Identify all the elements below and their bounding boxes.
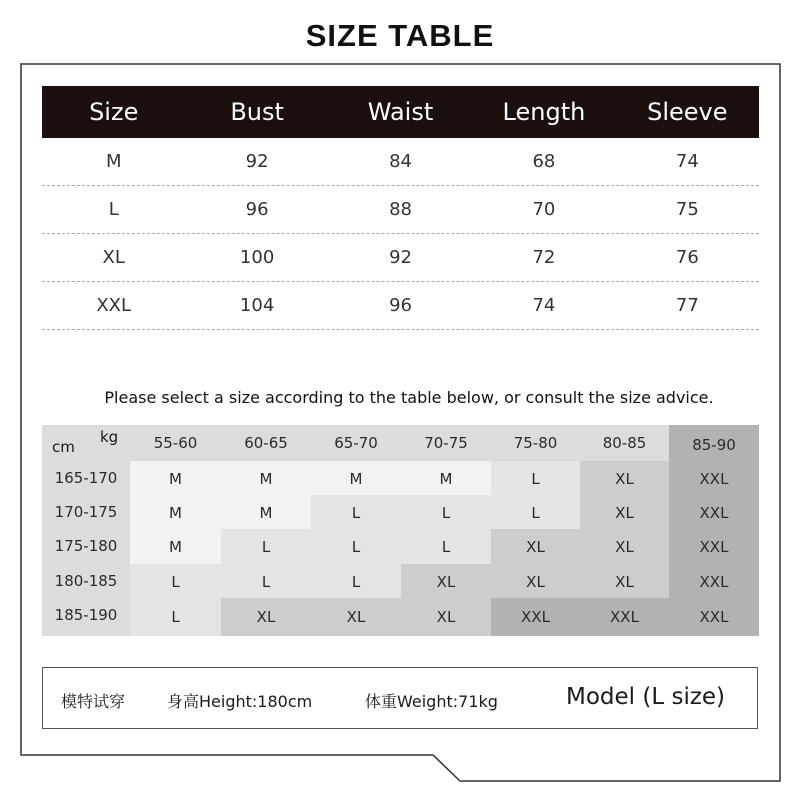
size-table-cell: L: [108, 199, 119, 220]
size-table-cell: 76: [675, 247, 699, 268]
size-table-cell: 77: [675, 295, 699, 316]
grid-corner: [42, 425, 130, 461]
model-weight: 体重Weight:71kg: [365, 692, 498, 711]
size-recommendation-cell: XL: [491, 564, 580, 599]
size-recommendation-cell: XL: [580, 529, 669, 564]
size-recommendation-cell: M: [130, 529, 221, 564]
size-recommendation-cell: XXL: [491, 598, 580, 636]
size-recommendation-cell: XL: [580, 564, 669, 599]
size-recommendation-cell: XXL: [580, 598, 669, 636]
size-recommendation-cell: XXL: [669, 598, 759, 636]
model-label: 模特试穿: [61, 692, 126, 711]
size-table: [42, 86, 759, 330]
size-table-row: [42, 138, 759, 186]
size-table-cell: M: [105, 151, 122, 172]
size-recommendation-cell: L: [311, 564, 401, 599]
weight-unit-label: kg: [100, 428, 119, 446]
size-table-cell: 88: [389, 199, 412, 220]
size-recommendation-cell: XXL: [669, 564, 759, 599]
size-advice-note: Please select a size according to the table below, or consult the size advice.: [104, 388, 714, 407]
size-table-cell: 96: [389, 295, 412, 316]
weight-range-header: 65-70: [334, 434, 378, 452]
size-recommendation-cell: L: [130, 564, 221, 599]
size-recommendation-cell: XXL: [669, 495, 759, 530]
size-table-cell: 84: [389, 151, 412, 172]
size-recommendation-cell: L: [491, 495, 580, 530]
size-table-cell: XXL: [96, 295, 132, 316]
size-recommendation-cell: XL: [401, 598, 491, 636]
weight-range-header: 55-60: [153, 434, 198, 452]
size-header-cell: Waist: [367, 98, 434, 126]
height-range-header: 185-190: [54, 606, 118, 624]
size-header-cell: Sleeve: [647, 98, 728, 126]
size-table-row: [42, 234, 759, 282]
size-recommendation-cell: XL: [221, 598, 311, 636]
weight-range-header: 70-75: [424, 434, 468, 452]
size-table-cell: 70: [532, 199, 556, 220]
size-recommendation-cell: L: [491, 461, 580, 496]
size-table-cell: XL: [102, 247, 125, 268]
size-recommendation-cell: XXL: [669, 461, 759, 496]
size-table-cell: 72: [532, 247, 556, 268]
size-header-cell: Bust: [230, 98, 284, 126]
size-recommendation-cell: M: [221, 495, 311, 530]
size-table-cell: 100: [239, 247, 275, 268]
model-height: 身高Height:180cm: [167, 692, 313, 711]
size-recommendation-cell: L: [401, 495, 491, 530]
size-recommendation-grid: [42, 425, 759, 636]
size-recommendation-cell: M: [130, 495, 221, 530]
weight-range-header: 60-65: [244, 434, 288, 452]
size-header-cell: Size: [89, 98, 139, 126]
size-table-cell: 96: [245, 199, 269, 220]
size-table-row: [42, 282, 759, 330]
size-recommendation-cell: L: [130, 598, 221, 636]
size-recommendation-cell: XL: [580, 461, 669, 496]
size-table-cell: 74: [532, 295, 556, 316]
height-unit-label: cm: [52, 438, 75, 456]
size-table-cell: 75: [675, 199, 699, 220]
size-recommendation-cell: M: [221, 461, 311, 496]
size-recommendation-cell: L: [311, 529, 401, 564]
height-range-header: 165-170: [54, 469, 118, 487]
size-recommendation-cell: XL: [580, 495, 669, 530]
size-recommendation-cell: XL: [491, 529, 580, 564]
size-recommendation-cell: M: [311, 461, 401, 496]
size-header-cell: Length: [502, 98, 586, 126]
size-table-cell: 104: [239, 295, 275, 316]
size-recommendation-cell: L: [401, 529, 491, 564]
weight-range-header: 75-80: [513, 434, 558, 452]
weight-range-header: 80-85: [602, 434, 647, 452]
size-recommendation-cell: XXL: [669, 529, 759, 564]
size-recommendation-cell: L: [221, 564, 311, 599]
model-info-box: [42, 667, 758, 729]
size-table-cell: 92: [245, 151, 269, 172]
size-recommendation-cell: XL: [311, 598, 401, 636]
weight-range-header: 85-90: [669, 425, 759, 461]
size-recommendation-cell: L: [311, 495, 401, 530]
size-recommendation-cell: M: [130, 461, 221, 496]
size-table-header: [42, 86, 759, 138]
size-table-cell: 92: [389, 247, 412, 268]
page-title: SIZE TABLE: [305, 18, 495, 53]
size-table-row: [42, 186, 759, 234]
size-recommendation-cell: L: [221, 529, 311, 564]
model-size: Model (L size): [566, 684, 726, 710]
size-table-body: [42, 138, 759, 330]
size-recommendation-cell: XL: [401, 564, 491, 599]
height-range-header: 170-175: [54, 503, 118, 521]
size-recommendation-cell: M: [401, 461, 491, 496]
size-table-cell: 68: [532, 151, 556, 172]
size-table-cell: 74: [675, 151, 699, 172]
height-range-header: 180-185: [54, 572, 118, 590]
height-range-header: 175-180: [54, 537, 118, 555]
